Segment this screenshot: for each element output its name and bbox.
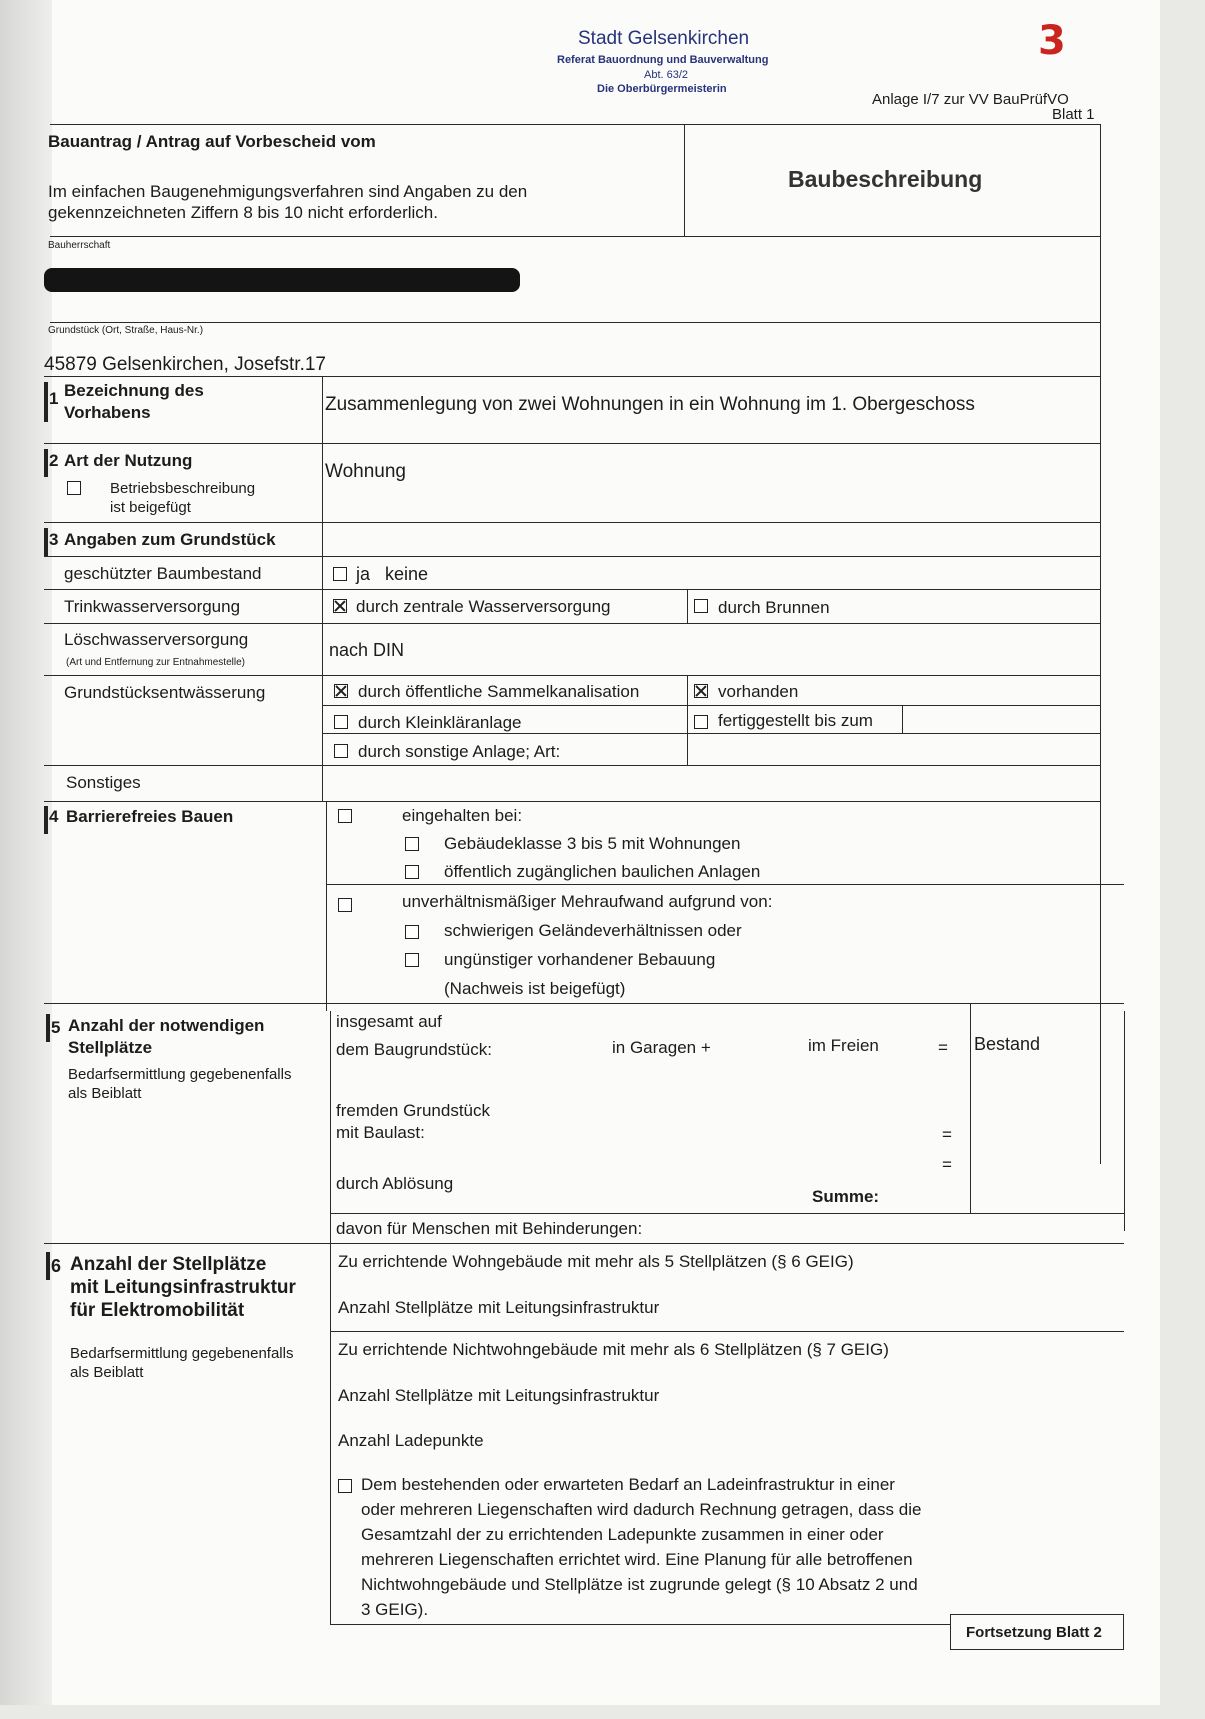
pooled-charging-line5: Nichtwohngebäude und Stellplätze ist zugrunde gelegt (§ 10 Absatz 2 und (361, 1575, 918, 1594)
operation-description-line1: Betriebsbeschreibung (110, 480, 256, 497)
drinking-water-label: Trinkwasserversorgung (64, 597, 241, 616)
disabled-parking-label: davon für Menschen mit Behinderungen: (336, 1219, 643, 1238)
line (44, 765, 1100, 766)
extra-effort-checkbox[interactable] (338, 898, 352, 912)
s3-title: Angaben zum Grundstück (64, 530, 276, 549)
s4-title: Barrierefreies Bauen (66, 807, 234, 826)
line (1100, 124, 1101, 1164)
s5-sub-line2: als Beiblatt (68, 1085, 142, 1102)
residential-buildings-label: Zu errichtende Wohngebäude mit mehr als 5 Stellplätzen (§ 6 GEIG) (338, 1252, 854, 1271)
fire-water-sublabel: (Art und Entfernung zur Entnahmestelle) (66, 657, 245, 668)
finished-by-label: fertiggestellt bis zum (718, 711, 873, 730)
central-water-checkbox[interactable] (333, 599, 347, 613)
s6-title-line3: für Elektromobilität (70, 1300, 245, 1321)
public-buildings-label: öffentlich zugänglichen baulichen Anlagen (444, 862, 761, 881)
line (330, 1011, 331, 1624)
pooled-charging-line4: mehreren Liegenschaften errichtet wird. Eine Planung für alle betroffenen (361, 1550, 913, 1569)
line (322, 733, 1100, 734)
application-title: Bauantrag / Antrag auf Vorbescheid vom (48, 132, 376, 151)
fire-water-label: Löschwasserversorgung (64, 630, 249, 649)
tree-stock-label: geschützter Baumbestand (64, 564, 262, 583)
line (44, 376, 1100, 377)
redemption-label: durch Ablösung (336, 1174, 454, 1193)
s6-title-line1: Anzahl der Stellplätze (70, 1254, 267, 1275)
public-sewer-label: durch öffentliche Sammelkanalisation (358, 682, 640, 701)
foreign-plot-line1: fremden Grundstück (336, 1101, 491, 1120)
charge-points-label: Anzahl Ladepunkte (338, 1431, 484, 1450)
barrier-free-kept-label: eingehalten bei: (402, 806, 523, 825)
foreign-plot-line2: mit Baulast: (336, 1123, 425, 1142)
line (44, 1243, 1124, 1244)
barrier-free-kept-checkbox[interactable] (338, 809, 352, 823)
line (50, 236, 1100, 237)
proof-attached-note: (Nachweis ist beigefügt) (444, 979, 626, 998)
binder-margin (0, 0, 52, 1705)
s5-number: 5 (51, 1018, 61, 1037)
central-water-label: durch zentrale Wasserversorgung (356, 597, 611, 616)
tree-stock-value: keine (385, 564, 429, 584)
s6-number: 6 (51, 1256, 62, 1276)
sewer-available-label: vorhanden (718, 682, 799, 701)
tree-stock-yes-label: ja (356, 564, 371, 584)
drainage-label: Grundstücksentwässerung (64, 683, 266, 702)
line (50, 322, 1100, 323)
line (684, 124, 685, 236)
s6-title-line2: mit Leitungsinfrastruktur (70, 1277, 296, 1298)
usage-type: Wohnung (325, 461, 406, 482)
sum-label: Summe: (812, 1187, 880, 1206)
operation-description-checkbox[interactable] (67, 481, 81, 495)
pooled-charging-line1: Dem bestehenden oder erwarteten Bedarf an Ladeinfrastruktur in einer (361, 1475, 895, 1494)
in-garages-label: in Garagen + (612, 1038, 711, 1057)
line (902, 705, 903, 733)
building-class-label: Gebäudeklasse 3 bis 5 mit Wohnungen (444, 834, 741, 853)
building-class-checkbox[interactable] (405, 837, 419, 851)
operation-description-line2: ist beigefügt (110, 499, 191, 516)
equals-sign-3: = (942, 1155, 952, 1174)
property-address: 45879 Gelsenkirchen, Josefstr.17 (44, 354, 327, 375)
property-label: Grundstück (Ort, Straße, Haus-Nr.) (48, 325, 204, 336)
outdoor-label: im Freien (808, 1036, 879, 1055)
section-marker (44, 806, 48, 834)
continuation-label: Fortsetzung Blatt 2 (966, 1624, 1102, 1641)
misc-label: Sonstiges (66, 773, 141, 792)
s2-number: 2 (49, 451, 59, 470)
s3-number: 3 (49, 530, 59, 549)
s5-sub-line1: Bedarfsermittlung gegebenenfalls (68, 1066, 292, 1083)
extra-effort-label: unverhältnismäßiger Mehraufwand aufgrund von: (402, 892, 773, 911)
line (44, 623, 1100, 624)
line (50, 124, 1100, 125)
line (326, 801, 327, 1011)
terrain-label: schwierigen Geländeverhältnissen oder (444, 921, 742, 940)
line (687, 589, 688, 623)
line (44, 556, 1100, 557)
annex-label: Anlage I/7 zur VV BauPrüfVO (872, 91, 1069, 108)
section-marker (44, 449, 48, 477)
line (330, 1624, 950, 1625)
pooled-charging-checkbox[interactable] (338, 1479, 352, 1493)
s4-number: 4 (49, 807, 59, 826)
section-marker (46, 1014, 50, 1042)
pooled-charging-line6: 3 GEIG). (361, 1600, 429, 1619)
line (687, 675, 688, 765)
line (1124, 1011, 1125, 1231)
s5-title-line1: Anzahl der notwendigen (68, 1016, 265, 1035)
redaction-bar (44, 268, 520, 292)
other-system-checkbox[interactable] (334, 744, 348, 758)
small-treatment-checkbox[interactable] (334, 715, 348, 729)
sewer-available-checkbox[interactable] (694, 684, 708, 698)
parking-result: Bestand (974, 1034, 1041, 1054)
pooled-charging-line3: Gesamtzahl der zu errichtenden Ladepunkte zusammen in einer oder (361, 1525, 884, 1544)
doc-title: Baubeschreibung (788, 166, 983, 192)
s1-number: 1 (49, 389, 59, 408)
equals-sign-1: = (938, 1038, 948, 1057)
nonresidential-buildings-label: Zu errichtende Nichtwohngebäude mit mehr als 6 Stellplätzen (§ 7 GEIG) (338, 1340, 889, 1359)
line (326, 884, 1124, 885)
s1-title-line2: Vorhabens (64, 403, 151, 422)
finished-by-checkbox[interactable] (694, 715, 708, 729)
nonresidential-count-label: Anzahl Stellplätze mit Leitungsinfrastruktur (338, 1386, 660, 1405)
well-water-checkbox[interactable] (694, 599, 708, 613)
public-sewer-checkbox[interactable] (334, 684, 348, 698)
city-name: Stadt Gelsenkirchen (578, 28, 750, 49)
total-on-label-line2: dem Baugrundstück: (336, 1040, 492, 1059)
tree-stock-yes-checkbox[interactable] (333, 567, 347, 581)
s2-title: Art der Nutzung (64, 451, 193, 470)
line (44, 801, 1100, 802)
line (44, 522, 1100, 523)
other-system-label: durch sonstige Anlage; Art: (358, 742, 561, 761)
existing-buildings-checkbox[interactable] (405, 953, 419, 967)
pooled-charging-line2: oder mehreren Liegenschaften wird dadurch Rechnung getragen, dass die (361, 1500, 922, 1519)
fire-water-value: nach DIN (329, 640, 405, 660)
division: Abt. 63/2 (644, 69, 689, 81)
s5-title-line2: Stellplätze (68, 1038, 153, 1057)
section-marker (46, 1252, 50, 1280)
procedure-note-line2: gekennzeichneten Ziffern 8 bis 10 nicht erforderlich. (48, 203, 438, 222)
sheet-number: Blatt 1 (1052, 106, 1095, 123)
public-buildings-checkbox[interactable] (405, 865, 419, 879)
small-treatment-label: durch Kleinkläranlage (358, 713, 522, 732)
line (44, 443, 1100, 444)
section-marker (44, 528, 48, 556)
section-marker (44, 382, 48, 422)
line (970, 1003, 971, 1213)
s6-sub-line1: Bedarfsermittlung gegebenenfalls (70, 1345, 294, 1362)
line (322, 705, 1100, 706)
signatory: Die Oberbürgermeisterin (597, 83, 727, 95)
well-water-label: durch Brunnen (718, 598, 830, 617)
line (44, 589, 1100, 590)
total-on-label-line1: insgesamt auf (336, 1012, 442, 1031)
line (44, 1003, 1124, 1004)
line (330, 1331, 1124, 1332)
terrain-checkbox[interactable] (405, 925, 419, 939)
existing-buildings-label: ungünstiger vorhandener Bebauung (444, 950, 716, 969)
project-description: Zusammenlegung von zwei Wohnungen in ein Wohnung im 1. Obergeschoss (325, 394, 975, 415)
department: Referat Bauordnung und Bauverwaltung (557, 54, 769, 66)
line (44, 675, 1100, 676)
equals-sign-2: = (942, 1125, 952, 1144)
s1-title-line1: Bezeichnung des (64, 381, 204, 400)
s6-sub-line2: als Beiblatt (70, 1364, 144, 1381)
procedure-note-line1: Im einfachen Baugenehmigungsverfahren sind Angaben zu den (48, 182, 528, 201)
residential-count-label: Anzahl Stellplätze mit Leitungsinfrastruktur (338, 1298, 660, 1317)
page-marker: 3 (1038, 18, 1066, 64)
line (330, 1213, 1124, 1214)
owner-label: Bauherrschaft (48, 240, 111, 251)
